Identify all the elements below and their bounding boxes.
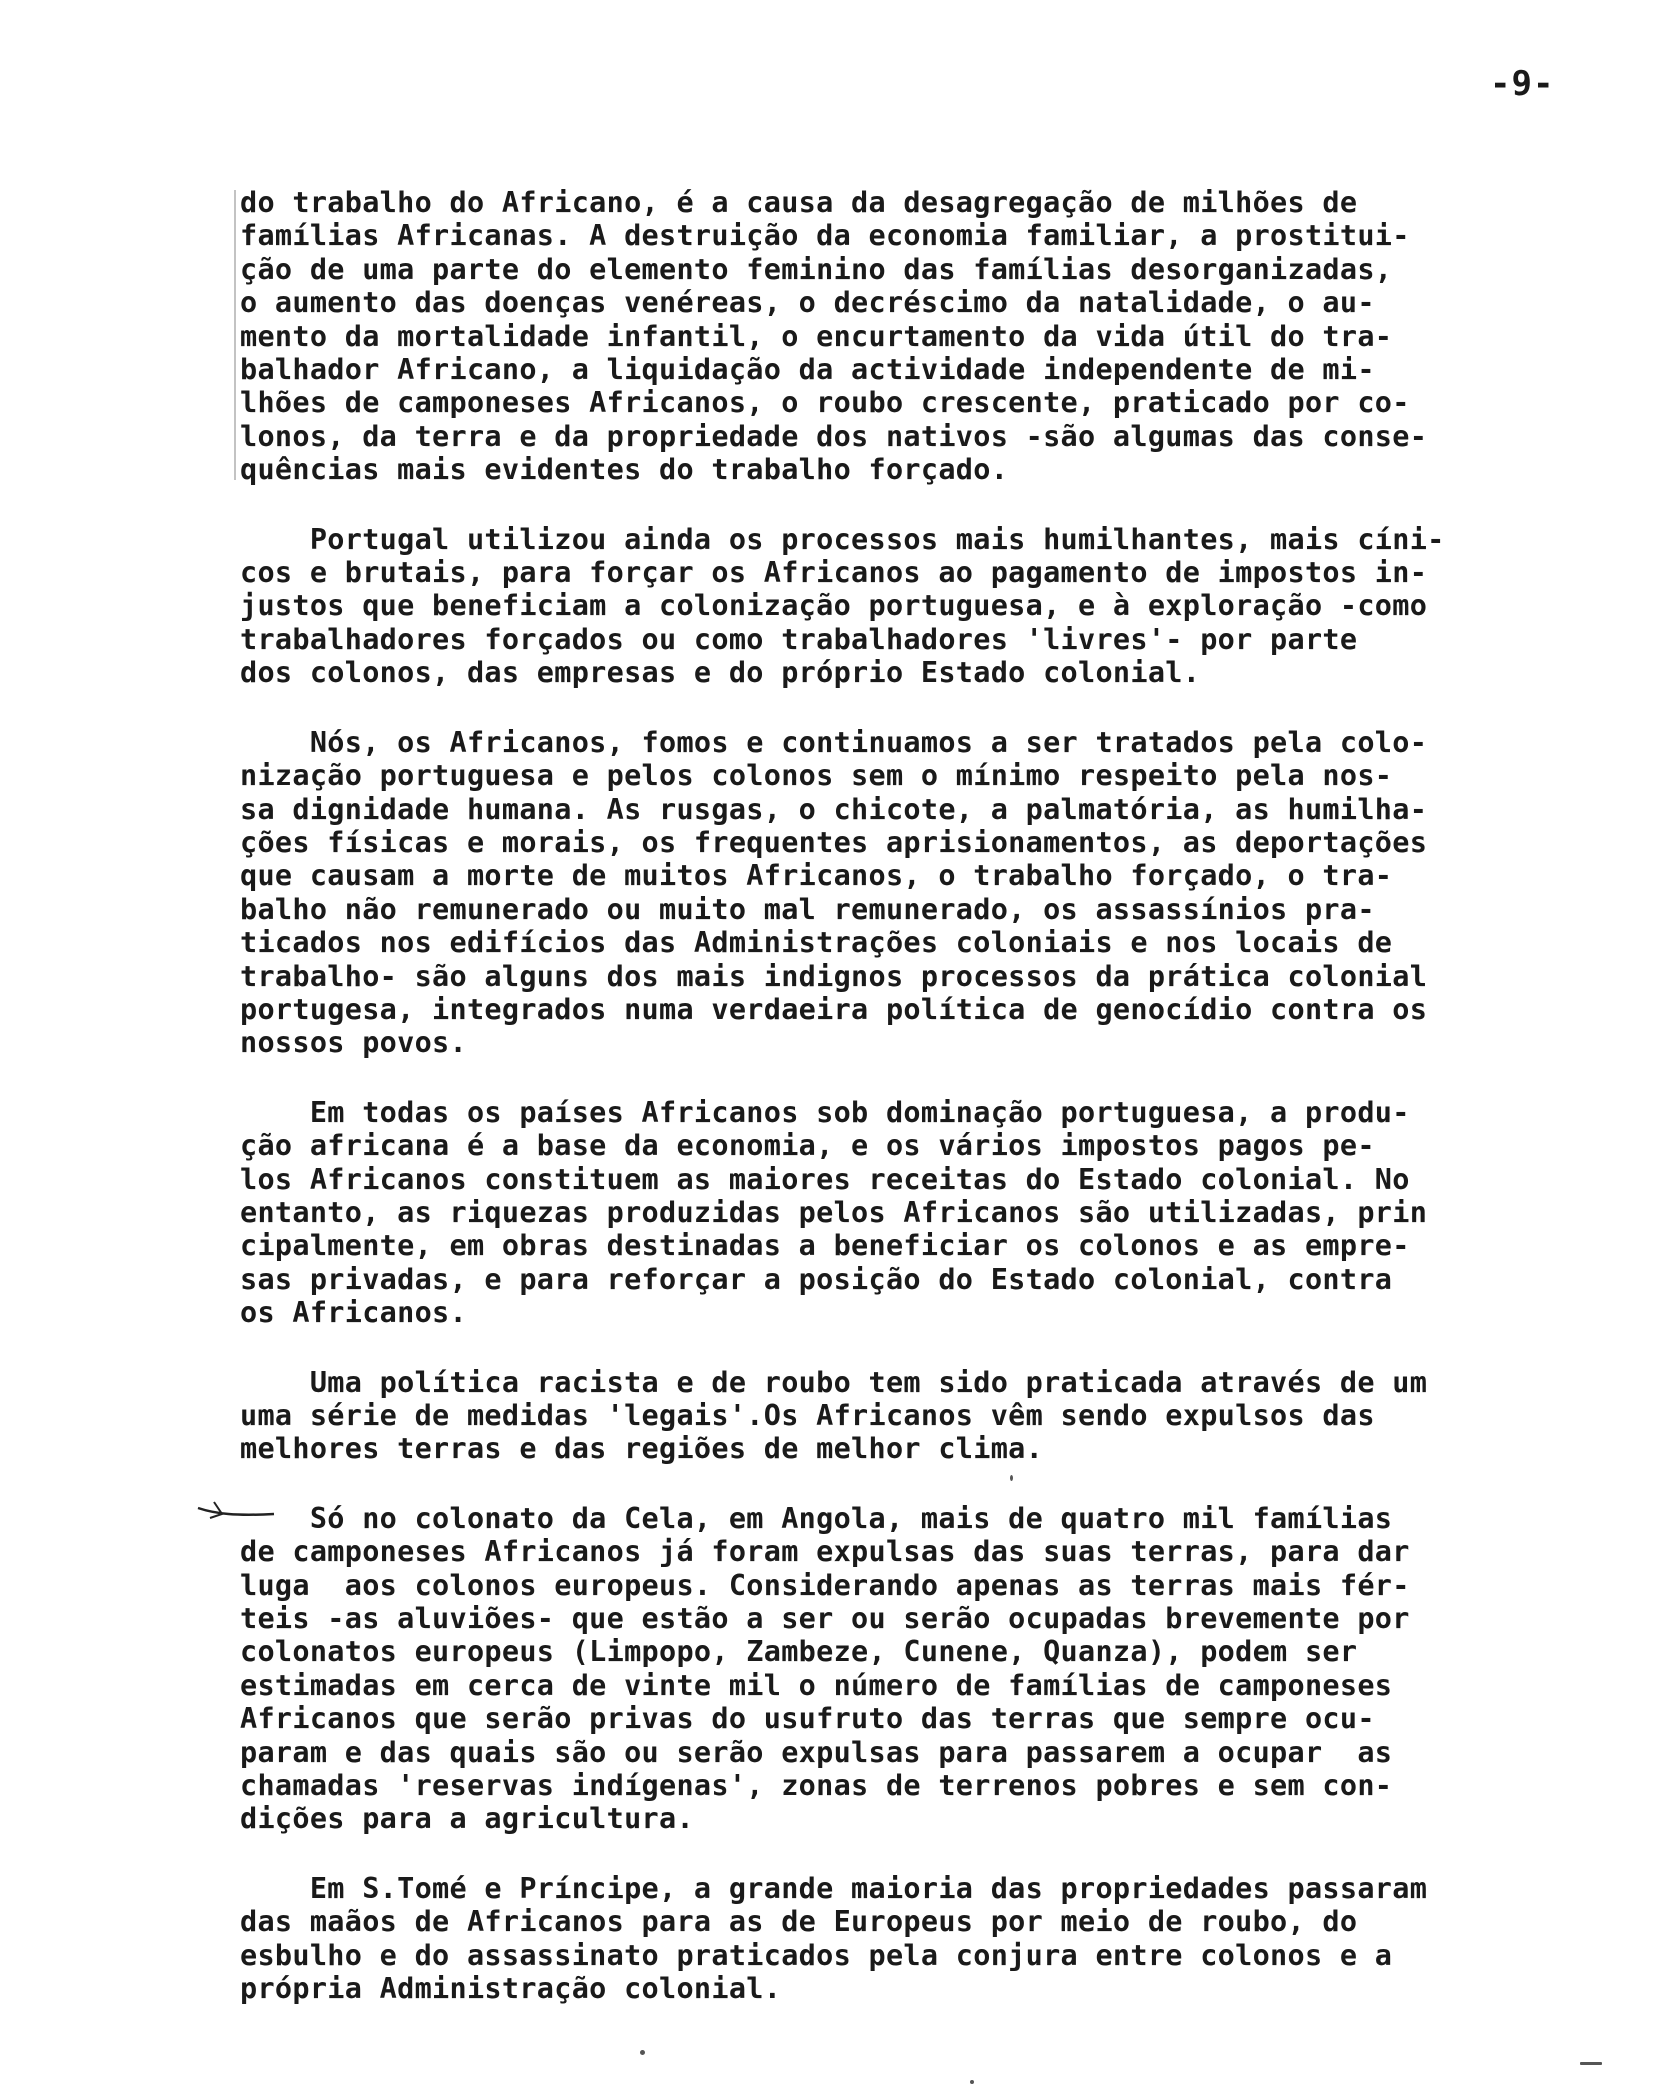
- text-line: ções físicas e morais, os frequentes aprisionamentos, as deportações: [240, 825, 1428, 859]
- scan-speck: [640, 2050, 645, 2055]
- text-line: lhões de camponeses Africanos, o roubo crescente, praticado por co-: [240, 386, 1410, 420]
- text-line: sa dignidade humana. As rusgas, o chicote, a palmatória, as humilha-: [240, 792, 1428, 826]
- text-line: os Africanos.: [240, 1296, 467, 1330]
- paragraph-2: [240, 523, 1640, 690]
- text-line: Em todas os países Africanos sob dominação portuguesa, a produ-: [240, 1095, 1410, 1129]
- text-line: própria Administração colonial.: [240, 1972, 782, 2006]
- text-line: mento da mortalidade infantil, o encurtamento da vida útil do tra-: [240, 319, 1393, 353]
- text-line: dos colonos, das empresas e do próprio Estado colonial.: [240, 656, 1201, 690]
- text-line: lonos, da terra e da propriedade dos nativos -são algumas das conse-: [240, 419, 1428, 453]
- text-line: do trabalho do Africano, é a causa da desagregação de milhões de: [240, 186, 1358, 219]
- text-line: estimadas em cerca de vinte mil o número de famílias de camponeses: [240, 1668, 1393, 1702]
- text-line: justos que beneficiam a colonização portuguesa, e à exploração -como: [240, 589, 1428, 623]
- scan-artifact-line: [234, 190, 236, 480]
- text-line: que causam a morte de muitos Africanos, o trabalho forçado, o tra-: [240, 859, 1393, 893]
- text-line: param e das quais são ou serão expulsas para passarem a ocupar as: [240, 1735, 1393, 1769]
- text-line: Só no colonato da Cela, em Angola, mais de quatro mil famílias: [240, 1501, 1393, 1535]
- text-line: chamadas 'reservas indígenas', zonas de terrenos pobres e sem con-: [240, 1769, 1393, 1803]
- text-line: entanto, as riquezas produzidas pelos Africanos são utilizadas, prin: [240, 1195, 1428, 1229]
- text-line: portugesa, integrados numa verdaeira política de genocídio contra os: [240, 992, 1428, 1026]
- text-line: trabalhadores forçados ou como trabalhadores 'livres'- por parte: [240, 622, 1358, 656]
- text-line: ticados nos edifícios das Administrações coloniais e nos locais de: [240, 926, 1393, 960]
- text-line: colonatos europeus (Limpopo, Zambeze, Cunene, Quanza), podem ser: [240, 1635, 1358, 1669]
- text-line: ção de uma parte do elemento feminino das famílias desorganizadas,: [240, 252, 1393, 286]
- scan-speck: [1580, 2062, 1602, 2065]
- text-line: los Africanos constituem as maiores receitas do Estado colonial. No: [240, 1162, 1410, 1196]
- paragraph-7: [240, 1872, 1640, 2006]
- text-line: sas privadas, e para reforçar a posição do Estado colonial, contra: [240, 1262, 1393, 1296]
- text-line: Nós, os Africanos, fomos e continuamos a ser tratados pela colo-: [240, 725, 1428, 759]
- text-line: luga aos colonos europeus. Considerando apenas as terras mais fér-: [240, 1568, 1410, 1602]
- paragraph-3: [240, 726, 1640, 1060]
- text-line: quências mais evidentes do trabalho forçado.: [240, 453, 1009, 487]
- body-text: [240, 186, 1640, 2042]
- text-line: de camponeses Africanos já foram expulsas das suas terras, para dar: [240, 1535, 1410, 1569]
- text-line: Africanos que serão privas do usufruto das terras que sempre ocu-: [240, 1702, 1375, 1736]
- text-line: nização portuguesa e pelos colonos sem o mínimo respeito pela nos-: [240, 759, 1393, 793]
- text-line: Portugal utilizou ainda os processos mais humilhantes, mais cíni-: [240, 522, 1445, 556]
- text-line: das maãos de Africanos para as de Europeus por meio de roubo, do: [240, 1905, 1358, 1939]
- text-line: melhores terras e das regiões de melhor clima.: [240, 1432, 1044, 1466]
- paragraph-4: [240, 1096, 1640, 1330]
- text-line: teis -as aluviões- que estão a ser ou serão ocupadas brevemente por: [240, 1602, 1410, 1636]
- scan-speck: [1010, 1475, 1013, 1481]
- scan-speck: [970, 2080, 974, 2084]
- text-line: uma série de medidas 'legais'.Os Africanos vêm sendo expulsos das: [240, 1399, 1375, 1432]
- paragraph-5: [240, 1366, 1640, 1466]
- text-line: o aumento das doenças venéreas, o decréscimo da natalidade, o au-: [240, 286, 1375, 320]
- page-number: -9-: [1490, 64, 1555, 104]
- text-line: balhador Africano, a liquidação da actividade independente de mi-: [240, 353, 1375, 387]
- text-line: nossos povos.: [240, 1026, 467, 1060]
- paragraph-1: [240, 186, 1640, 487]
- text-line: cipalmente, em obras destinadas a beneficiar os colonos e as empre-: [240, 1229, 1410, 1263]
- text-line: Uma política racista e de roubo tem sido praticada através de um: [240, 1365, 1428, 1399]
- text-line: cos e brutais, para forçar os Africanos ao pagamento de impostos in-: [240, 556, 1428, 590]
- text-line: trabalho- são alguns dos mais indignos processos da prática colonial: [240, 959, 1428, 993]
- text-line: dições para a agricultura.: [240, 1802, 694, 1836]
- text-line: balho não remunerado ou muito mal remunerado, os assassínios pra-: [240, 892, 1375, 926]
- text-line: esbulho e do assassinato praticados pela conjura entre colonos e a: [240, 1938, 1393, 1972]
- text-line: famílias Africanas. A destruição da economia familiar, a prostitui-: [240, 219, 1410, 253]
- text-line: Em S.Tomé e Príncipe, a grande maioria das propriedades passaram: [240, 1871, 1428, 1905]
- text-line: ção africana é a base da economia, e os vários impostos pagos pe-: [240, 1129, 1375, 1163]
- paragraph-6: [240, 1502, 1640, 1836]
